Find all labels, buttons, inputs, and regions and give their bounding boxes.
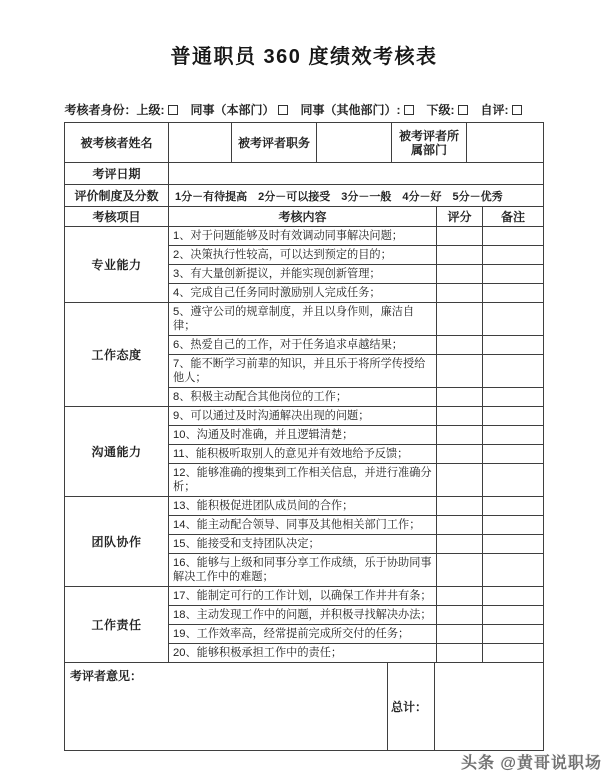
score-cell[interactable] [437,587,483,606]
identity-option-peer-other-dept [301,103,414,117]
score-cell[interactable] [437,284,483,303]
note-cell[interactable] [483,445,544,464]
item-text: 15、能接受和支持团队决定； [169,535,437,554]
page-title: 普通职员 360 度绩效考核表 [170,46,438,68]
item-text: 18、主动发现工作中的问题，并积极寻找解决办法； [169,606,437,625]
item-text: 7、能不断学习前辈的知识，并且乐于将所学传授给他人； [169,355,437,388]
category-teamwork: 团队协作 [65,497,169,587]
score-cell[interactable] [437,246,483,265]
note-cell[interactable] [483,303,544,336]
identity-option-peer-same-dept [191,103,288,117]
total-score-field[interactable] [435,663,544,751]
checkbox-subordinate[interactable] [458,105,468,115]
item-text: 17、能制定可行的工作计划，以确保工作井井有条； [169,587,437,606]
item-text: 3、有大量创新提议，并能实现创新管理； [169,265,437,284]
item-text: 20、能够积极承担工作中的责任； [169,644,437,663]
table-row [65,303,544,336]
rating-scale-value: 1分－有待提高 2分－可以接受 3分－一般 4分－好 5分－优秀 [169,185,544,207]
checkbox-self[interactable] [512,105,522,115]
note-cell[interactable] [483,407,544,426]
category-communication-ability: 沟通能力 [65,407,169,497]
note-cell[interactable] [483,388,544,407]
item-text: 4、完成自己任务同时激励别人完成任务； [169,284,437,303]
item-text: 1、对于问题能够及时有效调动同事解决问题； [169,227,437,246]
category-work-attitude: 工作态度 [65,303,169,407]
identity-option-superior [137,103,178,117]
item-text: 19、工作效率高，经常提前完成所交付的任务； [169,625,437,644]
item-text: 8、积极主动配合其他岗位的工作； [169,388,437,407]
table-row [65,587,544,606]
employee-name-field[interactable] [169,123,232,163]
item-text: 5、遵守公司的规章制度，并且以身作则，廉洁自律； [169,303,437,336]
note-cell[interactable] [483,284,544,303]
category-work-responsibility: 工作责任 [65,587,169,663]
table-row [65,227,544,246]
rating-scale-label: 评价制度及分数 [65,185,169,207]
note-cell[interactable] [483,497,544,516]
identity-option-label: 自评: [480,103,509,117]
score-cell[interactable] [437,464,483,497]
employee-position-label: 被考评者职务 [232,123,317,163]
note-cell[interactable] [483,355,544,388]
note-cell[interactable] [483,336,544,355]
employee-department-label: 被考评者所属部门 [392,123,467,163]
checkbox-peer-other-dept[interactable] [404,105,414,115]
toutiao-watermark: 头条 @黄哥说职场 [460,755,602,772]
note-cell[interactable] [483,535,544,554]
checkbox-peer-same-dept[interactable] [278,105,288,115]
identity-option-self [481,103,522,117]
evaluator-opinion-cell[interactable] [65,663,388,751]
score-cell[interactable] [437,407,483,426]
footer-table [64,662,544,751]
note-cell[interactable] [483,227,544,246]
item-text: 6、热爱自己的工作，对于任务追求卓越结果； [169,336,437,355]
table-row [65,497,544,516]
table-row [65,407,544,426]
score-cell[interactable] [437,426,483,445]
note-cell[interactable] [483,516,544,535]
note-cell[interactable] [483,587,544,606]
item-text: 11、能积极听取别人的意见并有效地给予反馈； [169,445,437,464]
score-cell[interactable] [437,497,483,516]
note-cell[interactable] [483,464,544,497]
score-cell[interactable] [437,227,483,246]
info-table [64,122,544,207]
item-text: 16、能够与上级和同事分享工作成绩，乐于协助同事解决工作中的难题； [169,554,437,587]
score-cell[interactable] [437,606,483,625]
score-cell[interactable] [437,303,483,336]
evaluator-identity-label: 考核者身份： [64,103,137,117]
score-cell[interactable] [437,388,483,407]
review-date-field[interactable] [169,163,544,185]
note-cell[interactable] [483,426,544,445]
identity-option-label: 同事（其他部门）: [300,103,401,117]
item-text: 12、能够准确的搜集到工作相关信息，并进行准确分析； [169,464,437,497]
identity-option-label: 同事（本部门） [190,103,275,117]
note-cell[interactable] [483,265,544,284]
employee-name-label: 被考核者姓名 [65,123,169,163]
item-text: 13、能积极促进团队成员间的合作； [169,497,437,516]
note-cell[interactable] [483,246,544,265]
score-cell[interactable] [437,445,483,464]
score-cell[interactable] [437,336,483,355]
score-cell[interactable] [437,644,483,663]
identity-option-subordinate [427,103,468,117]
score-cell[interactable] [437,554,483,587]
category-professional-ability: 专业能力 [65,227,169,303]
checkbox-superior[interactable] [168,105,178,115]
score-cell[interactable] [437,355,483,388]
employee-position-field[interactable] [317,123,392,163]
item-text: 10、沟通及时准确，并且逻辑清楚； [169,426,437,445]
note-cell[interactable] [483,554,544,587]
column-header-note: 备注 [483,207,544,227]
note-cell[interactable] [483,644,544,663]
note-cell[interactable] [483,606,544,625]
score-cell[interactable] [437,516,483,535]
identity-option-label: 上级: [136,103,165,117]
item-text: 9、可以通过及时沟通解决出现的问题； [169,407,437,426]
total-score-label: 总计： [388,663,435,751]
evaluation-table [64,206,544,663]
evaluator-identity-row [65,101,544,118]
note-cell[interactable] [483,625,544,644]
score-cell[interactable] [437,265,483,284]
employee-department-field[interactable] [467,123,544,163]
column-header-score: 评分 [437,207,483,227]
item-text: 14、能主动配合领导、同事及其他相关部门工作； [169,516,437,535]
column-header-content: 考核内容 [169,207,437,227]
score-cell[interactable] [437,625,483,644]
evaluator-opinion-label: 考评者意见： [70,669,143,683]
review-date-label: 考评日期 [65,163,169,185]
item-text: 2、决策执行性较高，可以达到预定的目的； [169,246,437,265]
score-cell[interactable] [437,535,483,554]
column-header-category: 考核项目 [65,207,169,227]
identity-option-label: 下级: [426,103,455,117]
